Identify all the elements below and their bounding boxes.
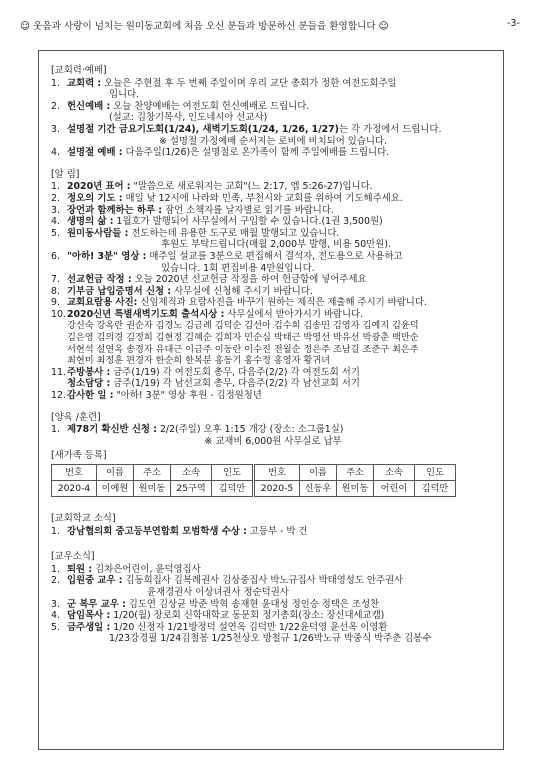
new-member-table [51, 464, 456, 497]
table-row: 2020-4 이예원 원미동 25구역 김덕만 2020-5 신동우 원미동 어린이 김덕만 [52, 481, 456, 497]
list-item: 5. 금주생일 : 1/20 신정자 1/21방정덕 설연옥 김덕만 1/22윤덕영 윤선옥 이영환 [51, 621, 388, 633]
list-item-note: ※ 교재비 6,000원 사무실로 납부 [204, 435, 342, 447]
list-item: 10. 2020신년 특별새벽기도회 출석시상 : 사무실에서 받아가시기 바랍니다. [51, 308, 364, 320]
list-item: 2. 정오의 기도 : 매일 낮 12시에 나라와 민족, 부천시와 교회를 위하여 기도해주세요. [51, 192, 403, 204]
list-item: 4. 담임목사 : 1/20(월) 장로회 신학대학교 동문회 정기총회(장소: 장신대세교캠) [51, 610, 385, 622]
list-item-continuation: 있습니다. 1회 편집비용 4만원입니다. [161, 262, 315, 274]
section-title-members: [교우소식] [51, 551, 95, 563]
list-item: 8. 기부금 납입증명서 신청 : 사무실에 신청해 주시기 바랍니다. [51, 285, 313, 297]
attendee-names-line: 강신숙 강옥란 권순자 김경노 김금례 김덕순 김선아 김수희 김송민 김영자 김예지 김윤덕 [67, 320, 419, 332]
list-item: 2. 헌신예배 : 오늘 찬양예배는 여전도회 헌신예배로 드립니다. [51, 100, 310, 112]
list-item-continuation: 입니다. [109, 89, 140, 101]
list-item-note: ※ 설명절 가정예배 순서지는 로비에 비치되어 있습니다. [159, 135, 387, 147]
table-header-row: 번호 이름 주소 소속 인도 번호 이름 주소 소속 인도 [52, 465, 456, 481]
section-title-registration: [새가족 등록] [51, 450, 107, 462]
list-item: 3. 군 복무 교우 : 김도연 김상균 박준 박혁 송재현 윤대성 정인승 정택은 조성찬 [51, 598, 380, 610]
list-item: 1. 2020년 표어 : "말씀으로 새로워지는 교회"(느 2:17, 엡 5:26-27)입니다. [51, 181, 373, 193]
list-item: 청소담당 : 금주(1/19) 각 남선교회 총무, 다음주(2/2) 각 남선교회 서기 [67, 378, 360, 390]
list-item: 11. 주방봉사 : 금주(1/19) 각 여전도회 총무, 다음주(2/2) 각 여전도회 서기 [51, 366, 360, 378]
list-item: 3. 설명절 기간 금요기도회(1/24), 새벽기도회(1/24, 1/26, 1/27)는 각 가정에서 드립니다. [51, 123, 442, 135]
list-item: 5. 원미동사람들 : 전도하는데 유용한 도구로 매월 발행되고 있습니다. [51, 227, 340, 239]
list-item: 6. "아하! 3분" 영상 : 매주일 설교를 3분으로 편집해서 결석자, 전도용으로 사용하고 [51, 250, 403, 262]
welcome-text: ☺ 웃음과 사랑이 넘치는 원미동교회에 처음 오신 분들과 방문하신 분들을 환영합니다 ☺ [20, 21, 389, 32]
attendee-names-line: 김은영 김의경 김정희 김현정 김혜순 김희자 민순심 박태근 박영선 박유선 박광춘 백만순 [67, 332, 419, 344]
list-item: 12. 감사한 일 : "아하! 3분" 영상 후원 - 김정원청년 [51, 390, 262, 402]
list-item: 1. 제78기 확신반 신청 : 2/2(주일) 오후 1:15 개강 (장소: 소그룹1실) [51, 424, 344, 436]
section-title-notice: [알 림] [51, 168, 80, 180]
section-title-calendar: [교회력·예배] [51, 65, 107, 76]
list-item: 9. 교회요람용 사진: 신임제직과 요람사진을 바꾸기 원하는 제직은 제출해 주시기 바랍니다. [51, 297, 427, 309]
list-item: 4. 설명절 예배 : 다음주일(1/26)은 설명절로 온가족이 함께 주일예배를 드립니다. [51, 147, 390, 159]
attendee-names-line: 최현미 최정훈 편경자 한순희 한복분 홍동기 홍수정 홍영자 황귀녀 [67, 355, 330, 367]
list-item: 1. 퇴원 : 김차은어린이, 윤덕영집사 [51, 563, 201, 575]
list-item-continuation: 윤재경권사 이상녀권사 정순덕권사 [147, 586, 289, 598]
list-item-continuation: 1/23강경필 1/24김철봉 1/25천상오 방철규 1/26박노규 박중식 박주춘 김봉수 [109, 633, 432, 645]
bulletin-content [51, 65, 495, 645]
list-item: 2. 입원중 교우 : 김동희집사 김복례권사 김상중집사 박노규집사 박태영성도 안주권사 [51, 575, 404, 587]
section-title-school: [교회학교 소식] [51, 513, 116, 524]
list-item: 7. 선교헌금 작정 : 오늘 2020년 선교헌금 작정을 하여 헌금함에 넣어주세요 [51, 274, 367, 286]
bulletin-frame [38, 50, 504, 750]
section-title-training: [양육 /훈련] [51, 411, 101, 423]
list-item: 4. 생명의 삶 : 1월호가 발행되어 사무실에서 구입할 수 있습니다.(1권 3,500원) [51, 216, 383, 228]
list-item: 1. 교회력 : 오늘은 주현절 후 두 번째 주일이며 우리 교단 총회가 정한 여전도회주일 [51, 77, 397, 89]
list-item-continuation: (설교: 김창기목사, 인도네시아 선교사) [109, 112, 268, 124]
list-item: 1. 강남협의회 중고등부연합회 모범학생 수상 : 고등부 - 박 건 [51, 525, 308, 537]
page-number: -3- [506, 18, 520, 29]
list-item: 3. 장언과 함께하는 하루 : 잠언 소책자를 날자별로 읽기를 바랍니다. [51, 204, 334, 216]
page-header [20, 18, 520, 32]
list-item-continuation: 후원도 부탁드립니다(매월 2,000부 발행, 비용 50만원). [161, 239, 391, 251]
attendee-names-line: 서현석 설연옥 송경자 유대근 이금주 이동란 이수진 전월순 정은주 조남길 조준구 최은주 [67, 343, 419, 355]
